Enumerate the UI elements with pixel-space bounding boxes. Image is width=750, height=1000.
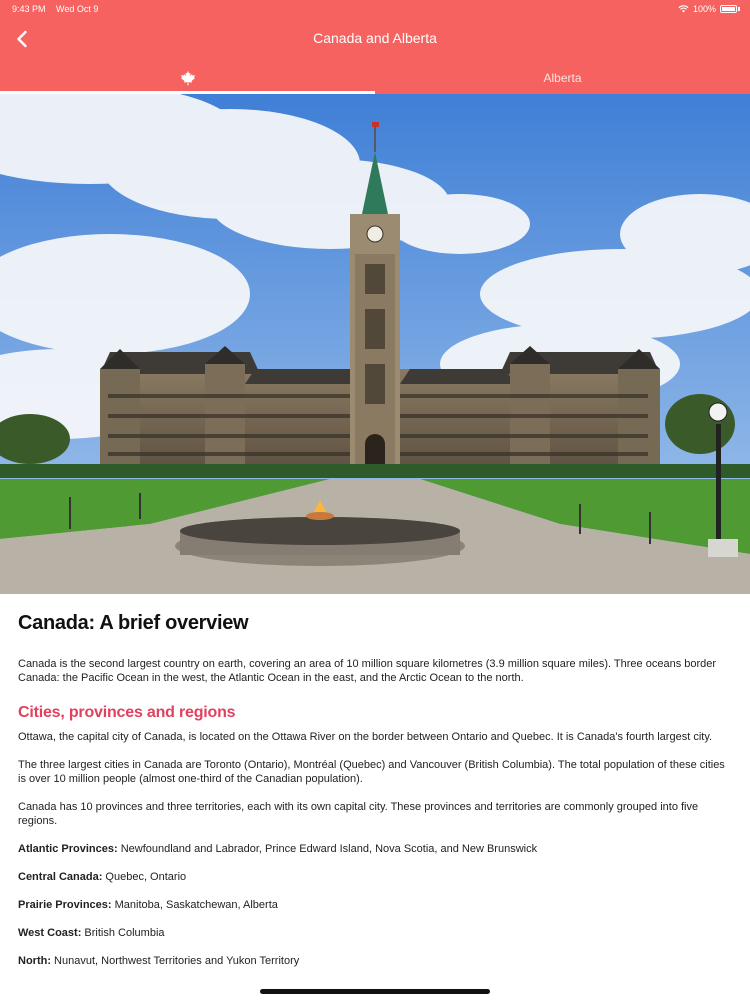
capital-paragraph: Ottawa, the capital city of Canada, is located on the Ottawa River on the border between Ontario and Quebec. It is Canada's fourth largest city. (18, 731, 713, 743)
status-time: 9:43 PM (12, 4, 46, 14)
status-bar (0, 0, 750, 20)
battery-cap (738, 7, 740, 11)
hero-image (0, 94, 750, 594)
parliament-building-icon (0, 94, 750, 594)
status-date: Wed Oct 9 (56, 4, 99, 14)
tab-alberta[interactable] (375, 62, 750, 94)
region-name: North: (18, 955, 51, 967)
region-members: British Columbia (81, 927, 165, 939)
wifi-icon (678, 5, 689, 13)
region-west-coast (18, 926, 732, 940)
region-name: Central Canada: (18, 871, 103, 883)
home-indicator[interactable] (260, 989, 490, 994)
page-title-header: Canada and Alberta (313, 30, 437, 46)
region-atlantic (18, 842, 732, 856)
battery-icon (720, 5, 737, 13)
status-indicators (678, 4, 740, 14)
region-members: Quebec, Ontario (102, 871, 187, 883)
maple-leaf-icon (180, 70, 196, 86)
region-prairie (18, 898, 732, 912)
provinces-paragraph: Canada has 10 provinces and three territories, each with its own capital city. These provinces and territories are commonly grouped into five regions. (18, 801, 699, 827)
tab-canada[interactable] (0, 62, 375, 94)
battery-percent: 100% (692, 4, 716, 14)
region-central (18, 870, 732, 884)
region-members: Nunavut, Northwest Territories and Yukon Territory (51, 955, 300, 967)
region-members: Manitoba, Saskatchewan, Alberta (111, 899, 278, 911)
region-members: Newfoundland and Labrador, Prince Edward Island, Nova Scotia, and New Brunswick (117, 843, 538, 855)
nav-header (0, 0, 750, 94)
region-name: Prairie Provinces: (18, 899, 112, 911)
cities-paragraph: The three largest cities in Canada are Toronto (Ontario), Montréal (Quebec) and Vancouver (British Columbia). The total population of these cities is over 10 million people (almost one-third of the Canadian population). (18, 759, 725, 785)
article (18, 612, 732, 968)
region-name: West Coast: (18, 927, 82, 939)
section-heading: Cities, provinces and regions (18, 704, 236, 721)
article-title: Canada: A brief overview (18, 612, 249, 634)
intro-paragraph: Canada is the second largest country on earth, covering an area of 10 million square kilometres (3.9 million square miles). Three oceans border Canada: the Pacific Ocean in the west, the Atlantic Ocean in the east, and the Arctic Ocean to the north. (18, 658, 717, 684)
tab-alberta-label: Alberta (543, 71, 582, 85)
region-north (18, 954, 732, 968)
region-name: Atlantic Provinces: (18, 843, 118, 855)
